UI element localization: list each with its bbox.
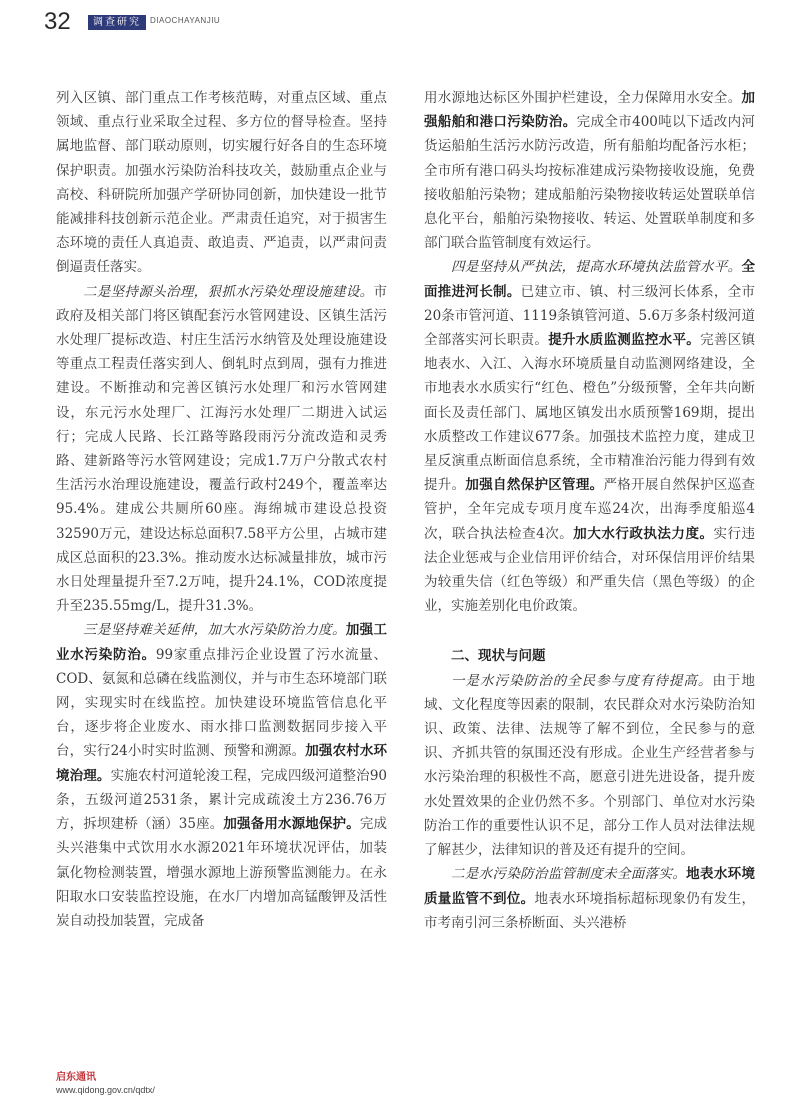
bold-phrase: 加强自然保护区管理。 xyxy=(465,477,604,494)
bold-phrase: 地表水环境质量监管不到位。 xyxy=(424,866,756,907)
key-point-lead: 四是坚持从严执法，提高水环境执法监管水平。 xyxy=(451,259,742,276)
page-header xyxy=(44,8,764,38)
key-point-lead: 三是坚持难关延伸，加大水污染防治力度。 xyxy=(83,622,346,639)
paragraph xyxy=(424,255,755,618)
section-label-en: DIAOCHAYANJIU xyxy=(150,16,221,25)
key-point-lead: 二是水污染防治监管制度未全面落实。 xyxy=(451,866,687,883)
paragraph xyxy=(424,86,755,255)
bold-phrase: 全面推进河长制。 xyxy=(424,259,755,300)
section-label: 调查研究 xyxy=(88,15,146,30)
right-column xyxy=(424,86,755,935)
paragraph-text: 地表水环境指标超标现象仍有发生，市考南引河三条桥断面、头兴港桥 xyxy=(424,890,756,931)
bold-phrase: 加强工业水污染防治。 xyxy=(56,622,388,663)
paragraph-text: 完成全市400吨以下适改内河货运船舶生活污水防污改造，所有船舶均配备污水柜；全市所有港口码头均按标准建成污染物接收设施，免费接收船舶污染物；建成船舶污染物接收转运处置联单信息化平台，船舶污染物接收、转运、处置联单制度和多部门联合监管制度有效运行。 xyxy=(424,114,755,252)
page-footer xyxy=(56,1072,155,1096)
paragraph-text: 完善区镇地表水、入江、入海水环境质量自动监测网络建设，全市地表水水质实行“红色、橙色”分级预警，全年共向断面长及责任部门、属地区镇发出水质预警169期，提出水质整改工作建议677条。加强技术监控力度，建成卫星反演重点断面信息系统，全市精准治污能力得到有效提升。 xyxy=(424,332,756,494)
bold-phrase: 加强农村水环境治理。 xyxy=(56,743,388,784)
paragraph-text: 99家重点排污企业设置了污水流量、COD、氨氮和总磷在线监测仪，并与市生态环境部门联网，实现实时在线监控。加快建设环境监管信息化平台，逐步将企业废水、雨水排口监测数据同步接入平台，实行24小时实时监测、预警和溯源。 xyxy=(56,646,388,760)
footer-title: 启东通讯 xyxy=(56,1072,96,1083)
bold-phrase: 提升水质监测监控水平。 xyxy=(548,332,701,349)
left-column xyxy=(56,86,387,933)
paragraph-text: 严格开展自然保护区巡查管护，全年完成专项月度车巡24次，出海季度船巡4次，联合执法检查4次。 xyxy=(424,477,756,542)
key-point-lead: 一是水污染防治的全民参与度有待提高。 xyxy=(451,672,713,689)
paragraph xyxy=(56,280,387,619)
page-number: 32 xyxy=(44,8,71,35)
paragraph-text: 实施农村河道轮浚工程，完成四级河道整治90条，五级河道2531条，累计完成疏浚土方236.76万方，拆坝建桥（涵）35座。 xyxy=(56,767,387,833)
paragraph-text: 完成头兴港集中式饮用水水源2021年环境状况评估，加装氯化物检测装置，增强水源地上游预警监测能力。在永阳取水口安装监控设施，在水厂内增加高锰酸钾及活性炭自动投加装置，完成备 xyxy=(56,816,388,929)
paragraph-text: 二、现状与问题 xyxy=(451,648,546,665)
paragraph-text: 由于地域、文化程度等因素的限制，农民群众对水污染防治知识、政策、法律、法规等了解不到位，全民参与的意识、齐抓共管的氛围还没有形成。企业生产经营者参与水污染治理的积极性不高，愿意引进先进设备，提升废水处置效果的企业仍然不多。个别部门、单位对水污染防治工作的重要性认识不足，部分工作人员对法律法规了解甚少，法律知识的普及还有提升的空间。 xyxy=(424,672,756,859)
bold-phrase: 加强备用水源地保护。 xyxy=(223,816,360,833)
key-point-lead: 二是坚持源头治理，狠抓水污染处理设施建设。 xyxy=(83,283,374,300)
paragraph xyxy=(424,862,755,935)
paragraph-text: 列入区镇、部门重点工作考核范畴，对重点区域、重点领域、重点行业采取全过程、多方位的督导检查。坚持属地监督、部门联动原则，切实履行好各自的生态环境保护职责。加强水污染防治科技攻关，鼓励重点企业与高校、科研院所加强产学研协同创新，加快建设一批节能减排科技创新示范企业。严肃责任追究，对于损害生态环境的责任人真追责、敢追责、严追责，以严肃问责倒逼责任落实。 xyxy=(56,90,387,276)
paragraph xyxy=(424,669,755,863)
paragraph xyxy=(56,86,387,280)
section-heading xyxy=(424,644,755,668)
paragraph-text: 用水源地达标区外围护栏建设，全力保障用水安全。 xyxy=(424,90,742,106)
paragraph xyxy=(56,618,387,933)
paragraph-text: 市政府及相关部门将区镇配套污水管网建设、区镇生活污水处理厂提标改造、村庄生活污水纳管及处理设施建设等重点工程责任落实到人、倒轧时点到周，强有力推进建设。不断推动和完善区镇污水处理厂和污水管网建设，东元污水处理厂、江海污水处理厂二期进入试运行；完成人民路、长江路等路段雨污分流改造和灵秀路、建新路等污水管网建设；完成1.7万户分散式农村生活污水治理设施建设，覆盖行政村249个，覆盖率达95.4%。建成公共厕所60座。海绵城市建设总投资32590万元，建设达标总面积7.58平方公里，占城市建成区总面积的23.3%。推动废水达标减量排放，城市污水日处理量提升至7.2万吨，提升24.1%，COD浓度提升至235.55mg/L，提升31.3%。 xyxy=(56,283,387,615)
footer-url: www.qidong.gov.cn/qdtx/ xyxy=(56,1085,155,1095)
paragraph-text: 已建立市、镇、村三级河长体系，全市20条市管河道、1119条镇管河道、5.6万多条村级河道全部落实河长职责。 xyxy=(424,283,756,349)
bold-phrase: 加大水行政执法力度。 xyxy=(573,525,714,542)
bold-phrase: 加强船舶和港口污染防治。 xyxy=(424,90,755,131)
paragraph-text: 实行违法企业惩戒与企业信用评价结合，对环保信用评价结果为较重失信（红色等级）和严重失信（黑色等级）的企业，实施差别化电价政策。 xyxy=(424,525,756,615)
